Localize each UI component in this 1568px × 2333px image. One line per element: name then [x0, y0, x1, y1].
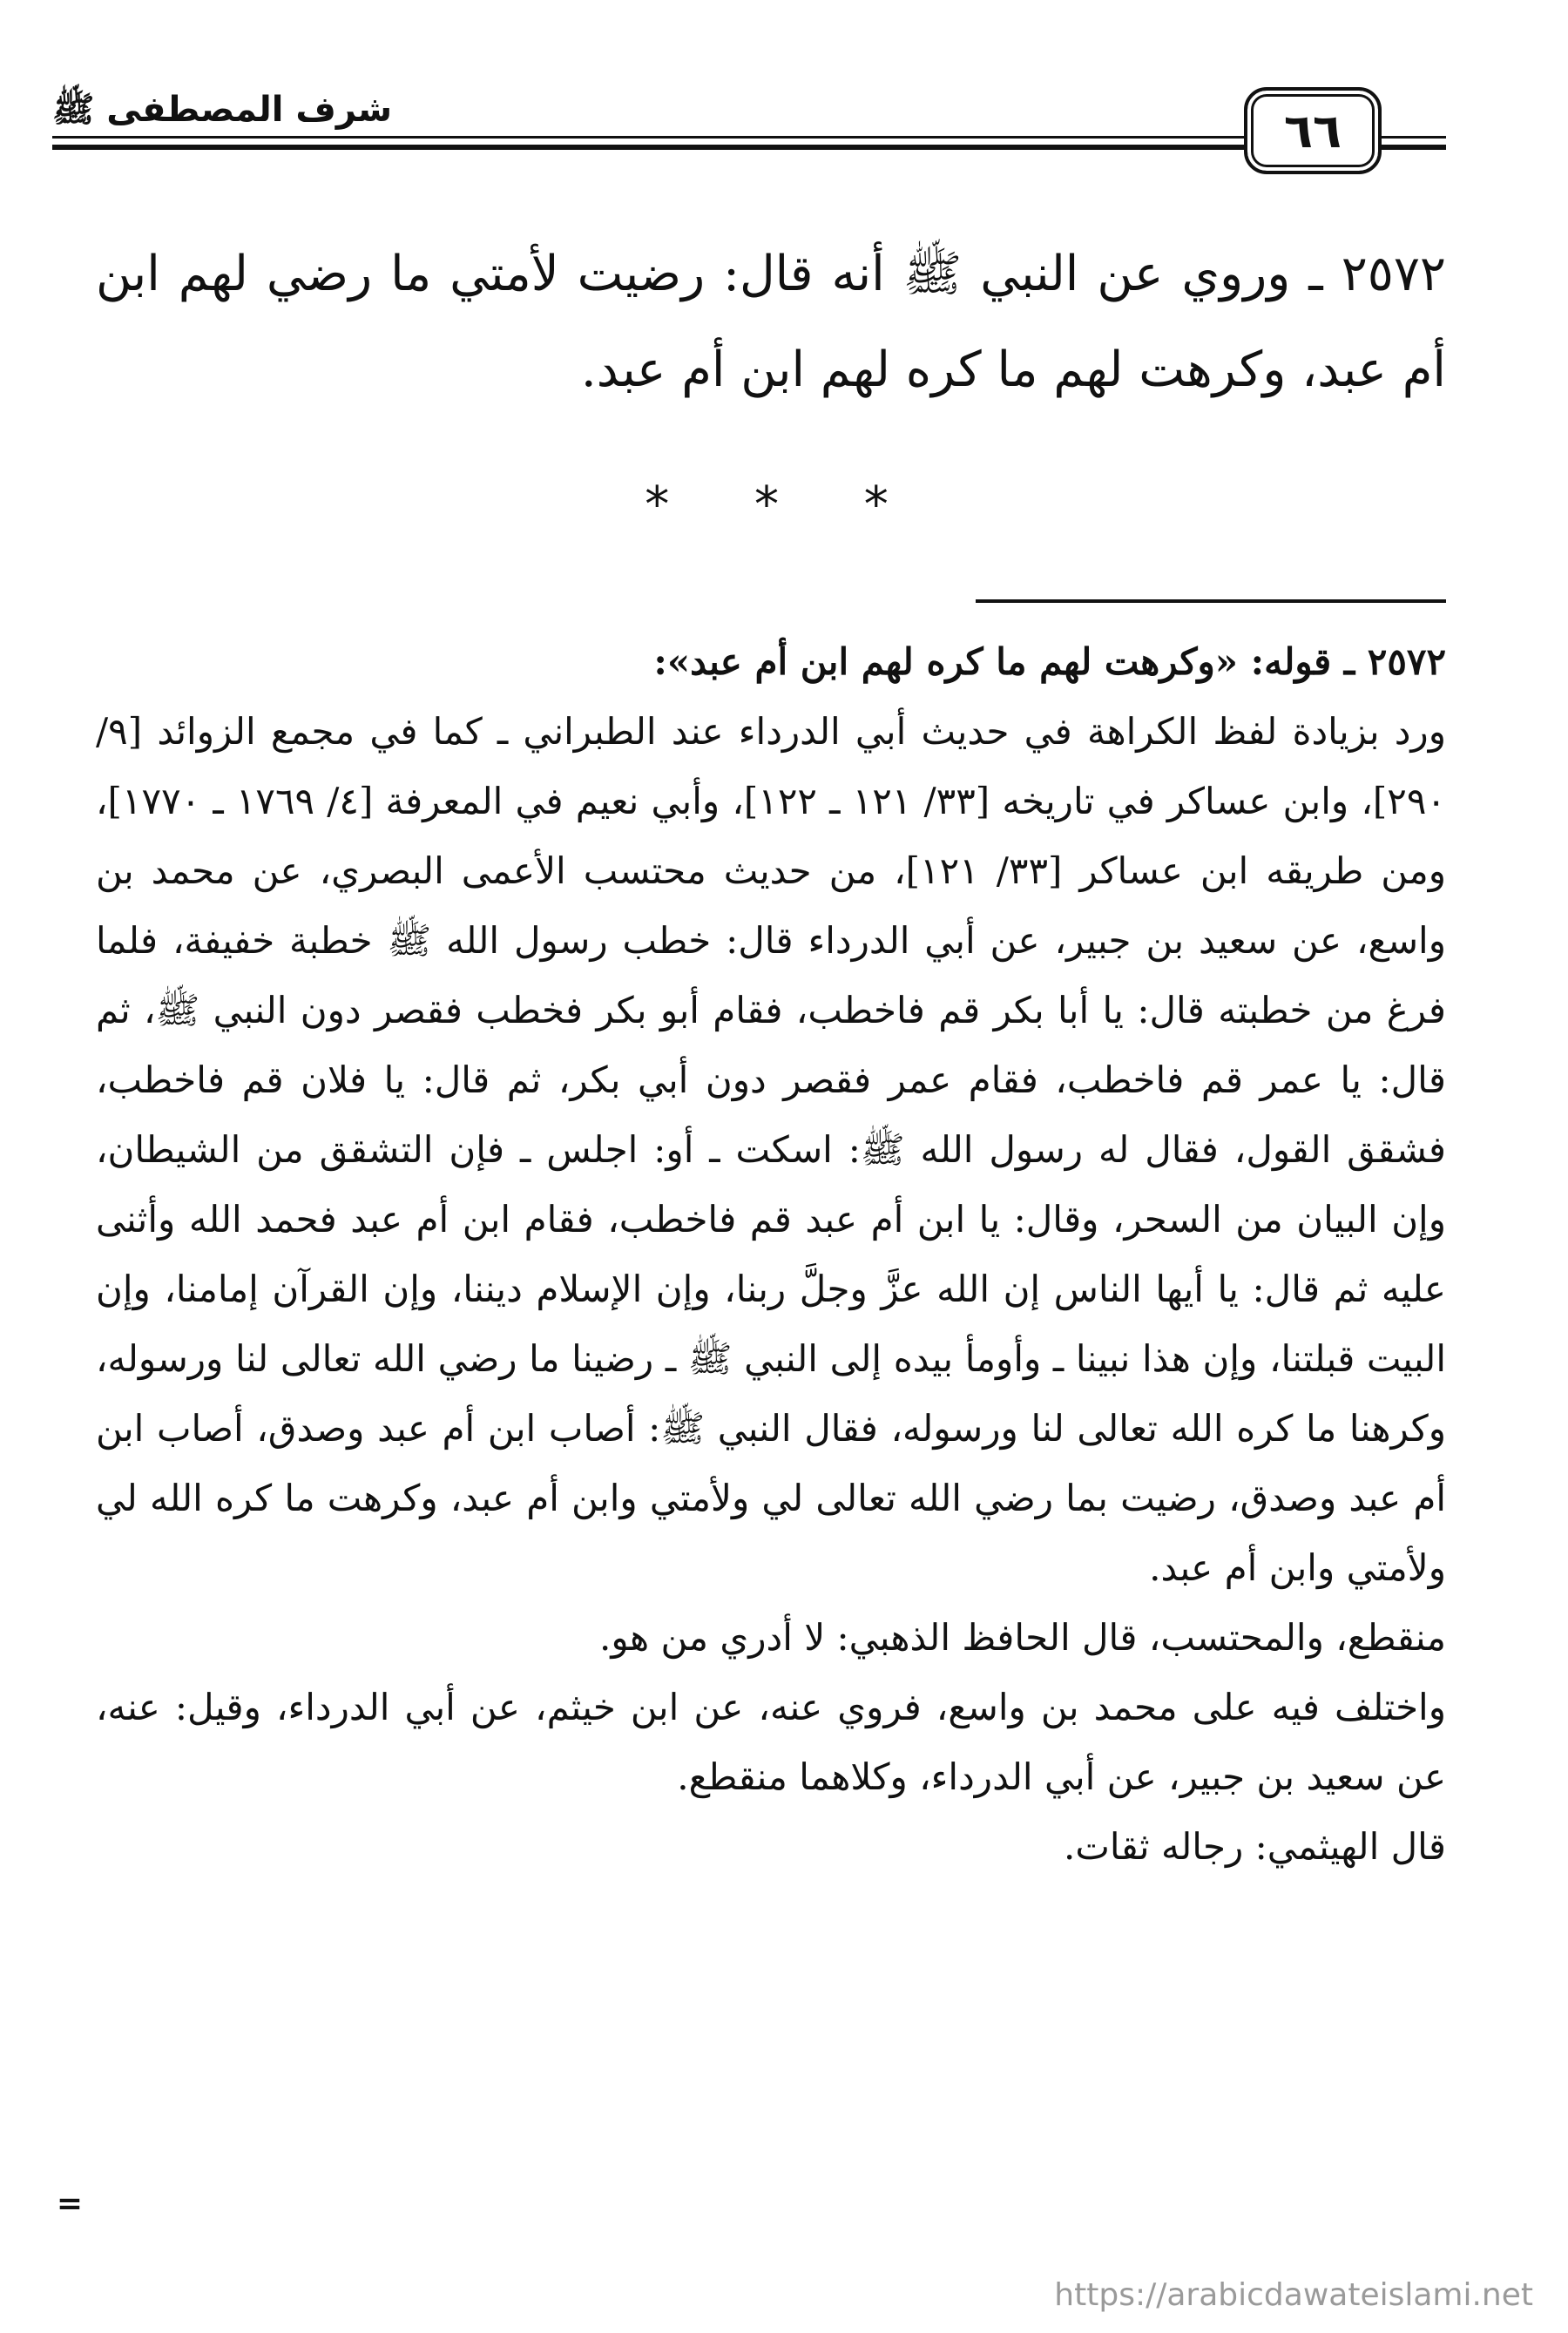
footnotes: [96, 627, 1446, 1882]
header-rule-bottom: [52, 145, 1244, 150]
note-heading: ٢٥٧٢ ـ قوله: «وكرهت لهم ما كره لهم ابن أم عبد»:: [653, 640, 1446, 683]
header-rule-right-top: [1378, 136, 1446, 139]
page-header: [0, 0, 1568, 174]
page-number: ٦٦: [1244, 87, 1382, 174]
note-body: ورد بزيادة لفظ الكراهة في حديث أبي الدرداء عند الطبراني ـ كما في مجمع الزوائد [٩/ ٢٩٠]، وابن عساكر في تاريخه [٣٣/ ١٢١ ـ ١٢٢]، وأبي نعيم في المعرفة [٤/ ١٧٦٩ ـ ١٧٧٠]، ومن طريقه ابن عساكر [٣٣/ ١٢١]، من حديث محتسب الأعمى البصري، عن محمد بن واسع، عن سعيد بن جبير، عن أبي الدرداء قال: خطب رسول الله ﷺ خطبة خفيفة، فلما فرغ من خطبته قال: يا أبا بكر قم فاخطب، فقام أبو بكر فخطب فقصر دون النبي ﷺ، ثم قال: يا عمر قم فاخطب، فقام عمر فقصر دون أبي بكر، ثم قال: يا فلان قم فاخطب، فشقق القول، فقال له رسول الله ﷺ: اسكت ـ أو: اجلس ـ فإن التشقق من الشيطان، وإن البيان من السحر، وقال: يا ابن أم عبد قم فاخطب، فقام ابن أم عبد فحمد الله وأثنى عليه ثم قال: يا أيها الناس إن الله عزَّ وجلَّ ربنا، وإن الإسلام ديننا، وإن القرآن إمامنا، وإن البيت قبلتنا، وإن هذا نبينا ـ وأومأ بيده إلى النبي ﷺ ـ رضينا ما رضي الله تعالى لنا ورسوله، وكرهنا ما كره الله تعالى لنا ورسوله، فقال النبي ﷺ: أصاب ابن أم عبد وصدق، أصاب ابن أم عبد وصدق، رضيت بما رضي الله تعالى لي ولأمتي وابن أم عبد، وكرهت ما كره الله لي ولأمتي وابن أم عبد.: [96, 710, 1446, 1589]
note-line-haythami: قال الهيثمي: رجاله ثقات.: [1063, 1825, 1446, 1868]
continuation-mark: =: [56, 2186, 84, 2221]
main-text: [96, 227, 1446, 418]
note-line-ikhtilaf: واختلف فيه على محمد بن واسع، فروي عنه، عن ابن خيثم، عن أبي الدرداء، وقيل: عنه، عن سعيد بن جبير، عن أبي الدرداء، وكلاهما منقطع.: [96, 1686, 1446, 1798]
header-rule-right-bottom: [1378, 145, 1446, 150]
section-separator: * * *: [645, 477, 923, 533]
main-paragraph: ٢٥٧٢ ـ وروي عن النبي ﷺ أنه قال: رضيت لأمتي ما رضي لهم ابن أم عبد، وكرهت لهم ما كره لهم ابن أم عبد.: [96, 246, 1446, 398]
footnote-rule: [976, 599, 1446, 603]
running-title: شرف المصطفى ﷺ: [52, 90, 393, 130]
header-rule-top: [52, 136, 1244, 139]
watermark-url: https://arabicdawateislami.net: [1054, 2277, 1533, 2313]
note-line-munqati: منقطع، والمحتسب، قال الحافظ الذهبي: لا أدري من هو.: [598, 1616, 1446, 1659]
